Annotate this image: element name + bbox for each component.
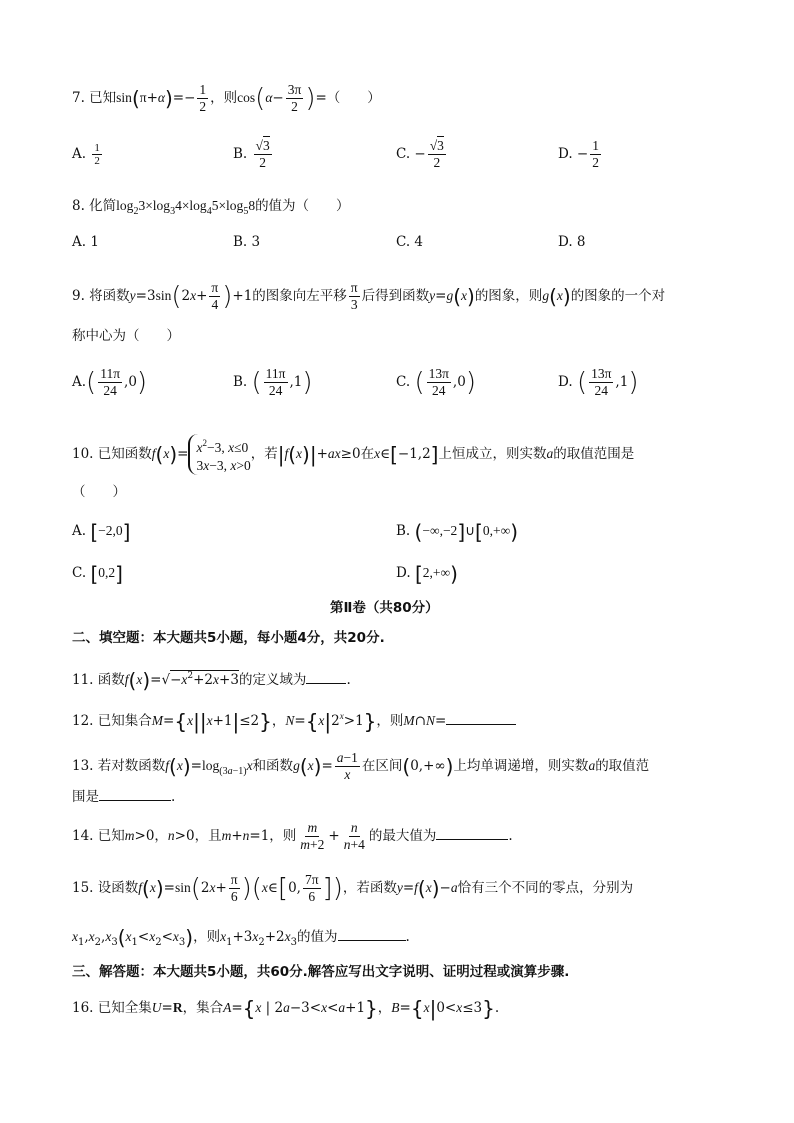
option-d: D. − $\frac{1}{2}$ [558, 138, 599, 170]
option-a: A. $\frac{1}{2}$ [72, 142, 100, 167]
question-text: ，若函数 [342, 880, 397, 896]
question-7: 7. 已知sin(π+α)=− $\frac{1}{2}$ ，则cos(α− $\frac{3\pi}{2}$ )=（ ） [72, 82, 381, 114]
option-b: B. (−∞,−2]∪[0,+∞) [396, 520, 519, 544]
question-text: 设函数 [97, 880, 139, 896]
question-15: 15. 设函数f(x)=sin(2x+ $\frac{\pi}{6}$ )(x∈[0, $\frac{7\pi}{6}$ ])，若函数y=f(x)−a恰有三个不同的零点，分别为 [72, 872, 634, 904]
section-title: 三、解答题：本大题共5小题，共60分.解答应写出文字说明、证明过程或演算步骤. [72, 964, 570, 980]
question-8: 8. 化简$\log_23\times\log_34\times\log_45\times\log_58$的值为（ ） [72, 198, 350, 217]
question-text: 已知 [89, 90, 117, 106]
option-b: B. ( $\frac{11\pi}{24}$ ,1) [233, 366, 313, 398]
section-title: 二、填空题：本大题共5小题，每小题4分，共20分. [72, 630, 385, 646]
question-text: 的值为 [297, 929, 338, 945]
question-number: 11. [72, 672, 98, 688]
question-text: ，则 [193, 929, 221, 945]
question-text: 恰有三个不同的零点，分别为 [457, 880, 634, 896]
question-text: 和函数 [252, 758, 294, 774]
question-text: =（ ） [315, 90, 381, 106]
question-12: 12. 已知集合M={x||x+1|≤2}，$N=\{x|2^x>1\}$，则M∩N= [72, 706, 516, 732]
question-text: 后得到函数 [361, 288, 430, 304]
option-b: B. 3 [233, 234, 261, 250]
option-c: C. 4 [396, 234, 424, 250]
option-a: A. [−2,0] [72, 520, 131, 544]
question-text: 的值为（ ） [255, 198, 350, 214]
answer-blank[interactable] [99, 786, 171, 801]
question-9-line2: 称中心为（ ） [72, 328, 180, 344]
question-13: 13. 若对数函数$f(x)=\log_{(3a-1)}x$和函数g(x)= $\frac{a-1}{x}$ 在区间(0,+∞)上均单调递增，则实数a的取值范 [72, 750, 650, 782]
question-16: 16. 已知全集U=R，集合A={x | 2a−3<x<a+1}，B={x|0<x≤3}. [72, 996, 500, 1021]
question-number: 16. [72, 1000, 98, 1016]
question-number: 9. [72, 288, 90, 304]
question-text: 上均单调递增，则实数 [453, 758, 589, 774]
answer-blank[interactable] [338, 926, 406, 941]
option-b: B. $\frac{√3}{2}$ [233, 138, 270, 170]
question-text: ，集合 [182, 1000, 224, 1016]
option-d: D. ( $\frac{13\pi}{24}$ ,1) [558, 366, 639, 398]
question-text: 的图象的一个对 [570, 288, 666, 304]
question-number: 14. [72, 828, 98, 844]
question-text: 的图象，则 [474, 288, 543, 304]
question-number: 15. [72, 880, 98, 896]
answer-blank[interactable] [446, 710, 516, 725]
option-d: D. [2,+∞) [396, 562, 458, 586]
question-11: 11. 函数$f(x)=√-x^2+2x+3$的定义域为 . [72, 668, 351, 693]
question-10-line2: （ ） [72, 484, 126, 500]
question-text: ，且 [194, 828, 222, 844]
answer-blank[interactable] [306, 669, 346, 684]
question-text: ，则 [210, 90, 238, 106]
question-13-line2: 围是 . [72, 786, 175, 807]
question-text: 已知函数 [97, 446, 152, 462]
question-text: 将函数 [89, 288, 130, 304]
question-text: 的取值范 [595, 758, 650, 774]
question-text: 函数 [97, 672, 125, 688]
question-number: 8. [72, 198, 90, 214]
question-text: ，则 [269, 828, 297, 844]
question-text: 若对数函数 [97, 758, 166, 774]
question-text: 上恒成立，则实数 [438, 446, 547, 462]
question-number: 12. [72, 713, 98, 729]
option-c: C. − $\frac{√3}{2}$ [396, 138, 444, 170]
answer-blank[interactable] [436, 825, 508, 840]
question-number: 13. [72, 758, 98, 774]
question-number: 7. [72, 90, 90, 106]
question-text: 的取值范围是 [553, 446, 635, 462]
question-text: 的定义域为 [238, 672, 307, 688]
option-c: C. [0,2] [72, 562, 123, 586]
question-text: 在区间 [361, 758, 403, 774]
question-15-line2: $x_1,x_2,x_3(x_1<x_2<x_3)$，则$x_1+3x_2+2x_3$的值为 . [72, 925, 410, 950]
question-text: 已知 [97, 828, 125, 844]
question-14: 14. 已知m>0，n>0，且m+n=1，则 $\frac{m}{m+2}$ + $\frac{n}{n+4}$ 的最大值为 . [72, 820, 513, 852]
question-text: 已知集合 [97, 713, 152, 729]
option-d: D. 8 [558, 234, 586, 250]
question-text: 化简 [89, 198, 117, 214]
option-a: A. 1 [72, 234, 99, 250]
question-text: ，则 [376, 713, 404, 729]
question-10: 10. 已知函数$f(x)= x^2-3$, x≤0 3x−3, x>0，若|f(x)|+ax≥0在x∈[−1,2]上恒成立，则实数a的取值范围是 [72, 434, 634, 475]
question-text: 的最大值为 [368, 828, 437, 844]
option-c: C. ( $\frac{13\pi}{24}$ ,0) [396, 366, 476, 398]
question-text: 已知全集 [97, 1000, 152, 1016]
part-title: 第Ⅱ卷（共80分） [330, 600, 439, 616]
question-text: 的图象向左平移 [252, 288, 347, 304]
question-text: ，若 [250, 446, 278, 462]
question-text: 在 [360, 446, 375, 462]
option-a: A.( $\frac{11\pi}{24}$ ,0) [72, 366, 148, 398]
question-9: 9. 将函数y=3sin(2x+ $\frac{\pi}{4}$ )+1的图象向左平移 $\frac{\pi}{3}$ 后得到函数y=g(x)的图象，则g(x)的图象的一个对 [72, 280, 666, 312]
question-number: 10. [72, 446, 98, 462]
question-text: ， [377, 1000, 392, 1016]
